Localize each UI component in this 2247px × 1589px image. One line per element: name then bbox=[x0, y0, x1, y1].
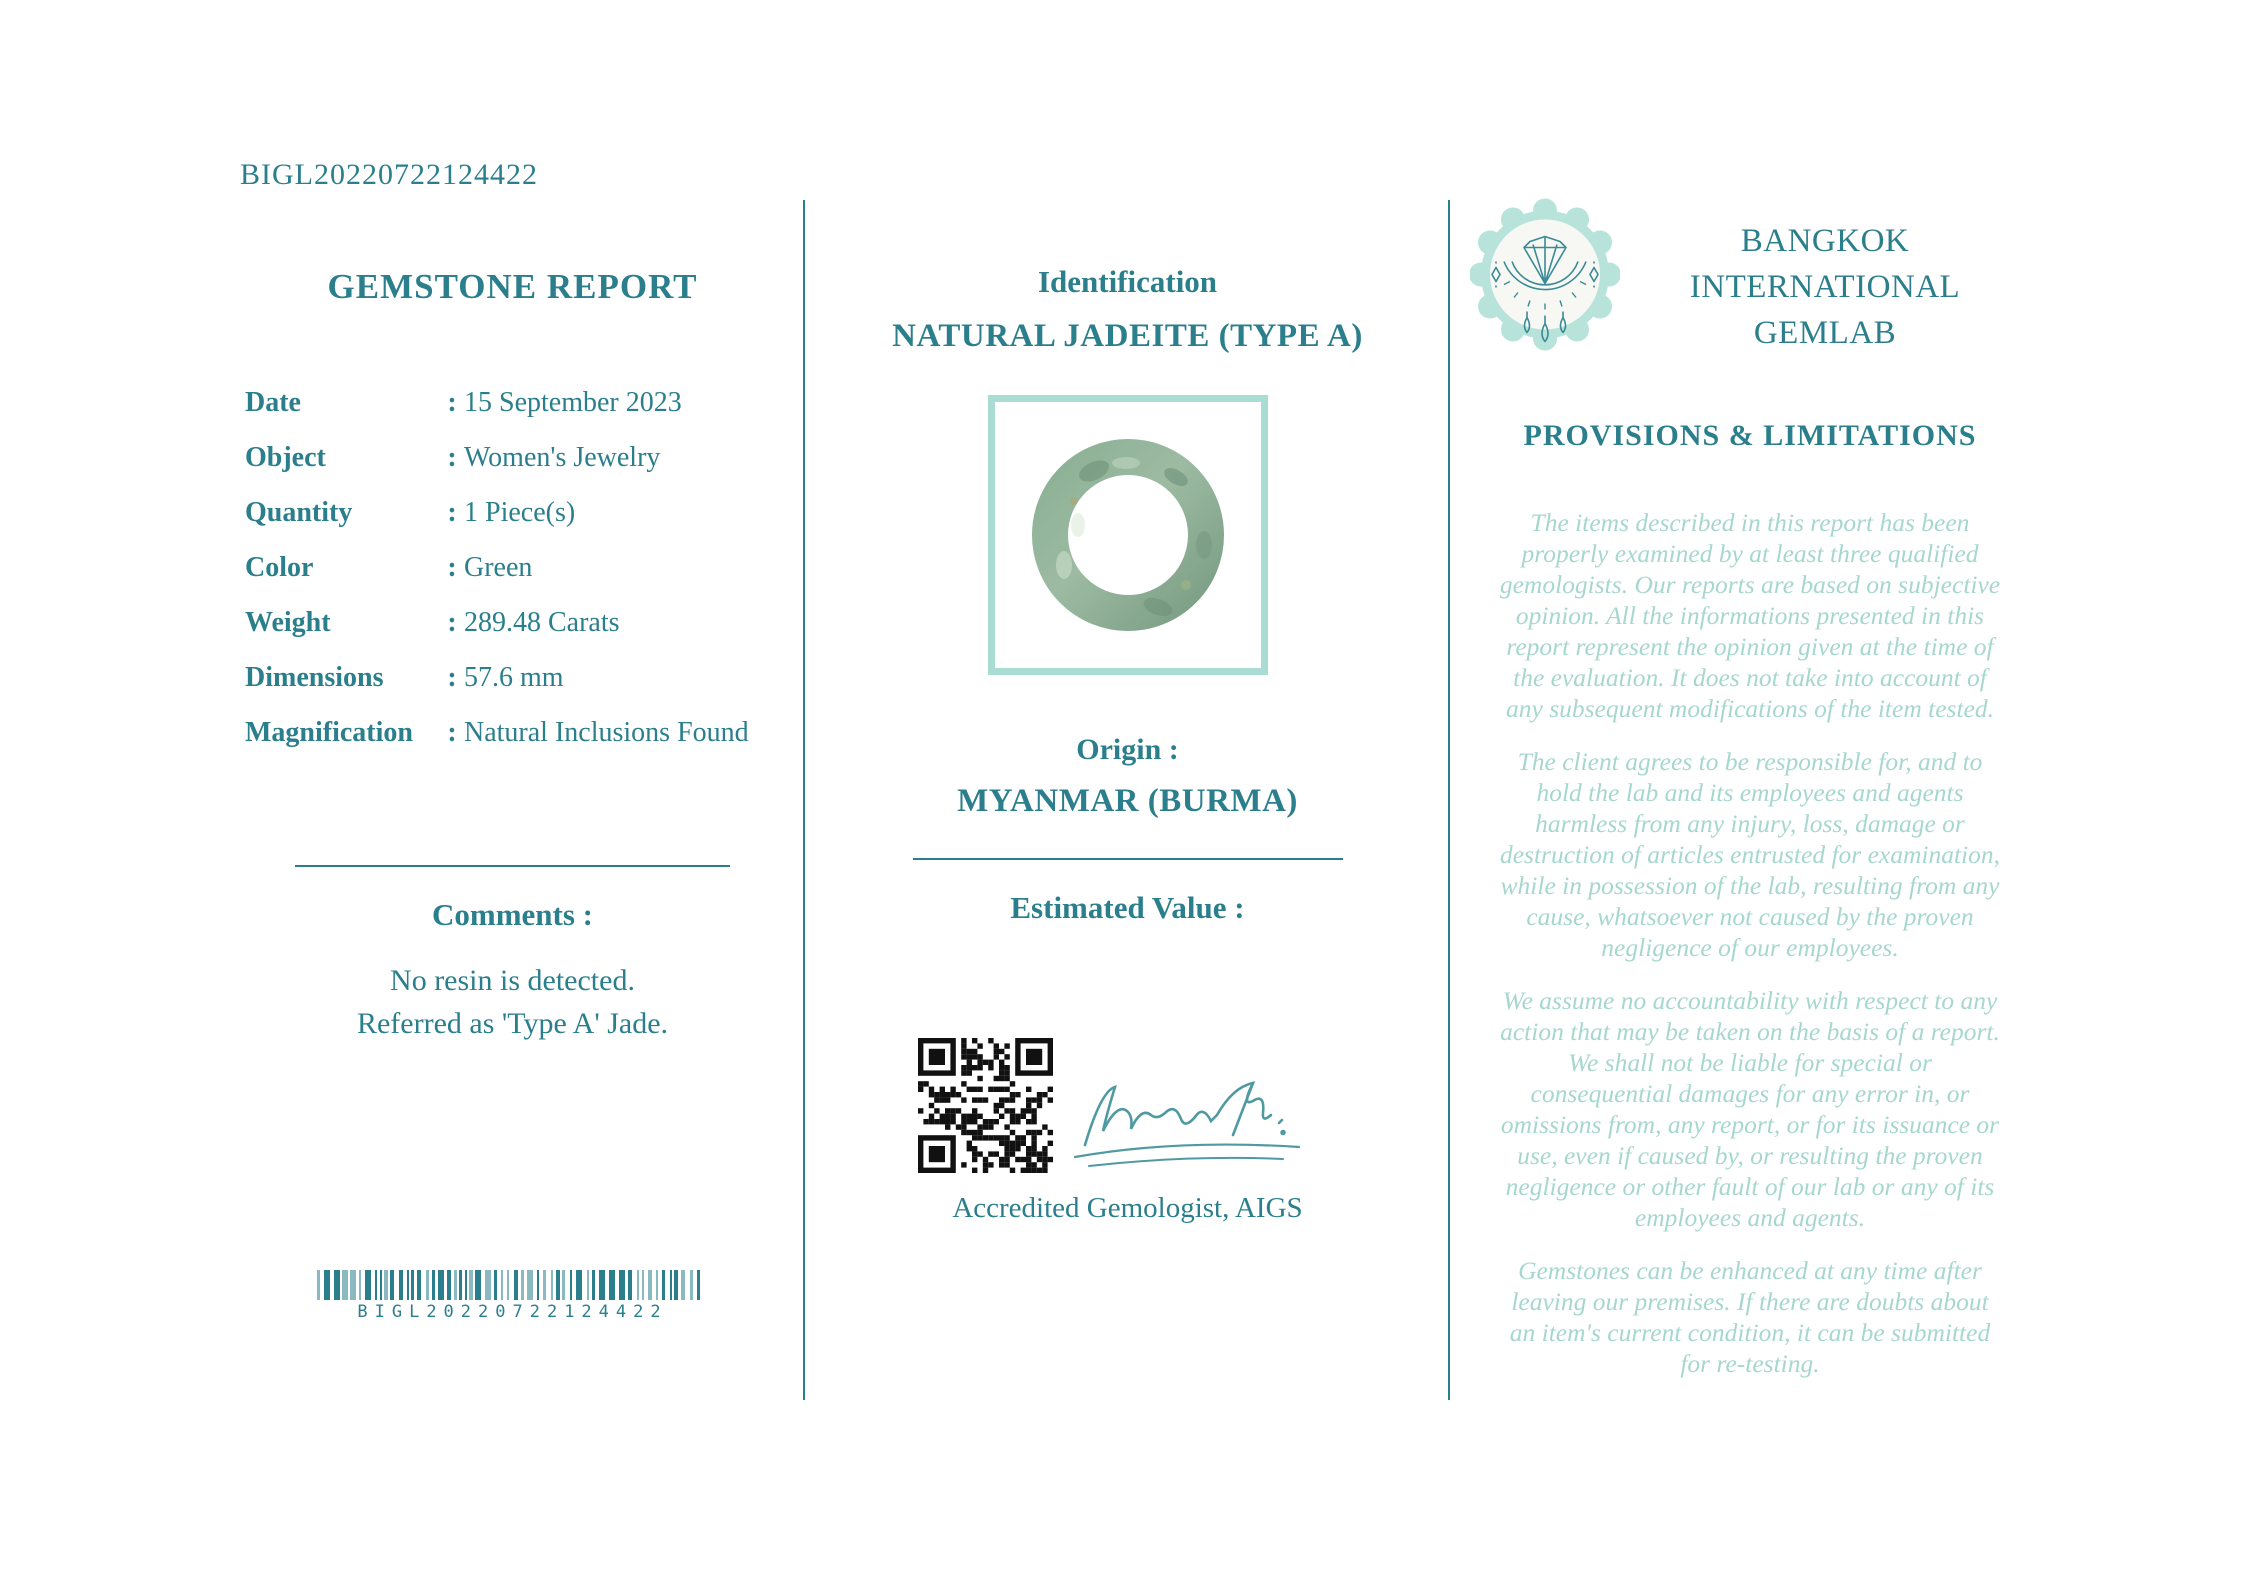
provision-paragraph: Gemstones can be enhanced at any time after leaving our premises. If there are doubts about an item's current condition, it can be submitted for re-testing. bbox=[1509, 1256, 1991, 1378]
field-separator: : bbox=[447, 442, 457, 473]
field-separator: : bbox=[447, 662, 457, 693]
field-value: 57.6 mm bbox=[464, 662, 564, 693]
field-value: 15 September 2023 bbox=[464, 387, 682, 418]
field-label: Quantity bbox=[245, 497, 353, 528]
comments-heading: Comments : bbox=[432, 897, 593, 932]
barcode bbox=[315, 1270, 710, 1322]
provisions-heading: PROVISIONS & LIMITATIONS bbox=[1523, 419, 1977, 452]
identification-section bbox=[810, 250, 1445, 1225]
gem-photo-frame bbox=[988, 395, 1268, 675]
barcode-text: BIGL20220722124422 bbox=[357, 1301, 668, 1322]
identification-value: NATURAL JADEITE (TYPE A) bbox=[892, 318, 1363, 354]
report-title: GEMSTONE REPORT bbox=[327, 267, 698, 306]
provision-paragraph: The items described in this report has been properly examined by at least three qualified gemologists. Our reports are based on subjective opinion. All the informations presented in this report represent the opinion given at the time of the evaluation. It does not take into account of any subsequent modifications of the item tested. bbox=[1499, 508, 2001, 723]
signatory-title: Accredited Gemologist, AIGS bbox=[952, 1192, 1303, 1224]
lab-provisions-section bbox=[1470, 192, 2030, 1401]
estimated-value-divider bbox=[913, 858, 1343, 860]
lab-logo-icon bbox=[1470, 192, 1620, 357]
field-separator: : bbox=[447, 717, 457, 748]
origin-label: Origin : bbox=[1076, 733, 1179, 766]
field-separator: : bbox=[447, 387, 457, 418]
field-label: Color bbox=[245, 552, 314, 583]
field-value: Women's Jewelry bbox=[464, 442, 661, 473]
field-label: Weight bbox=[245, 607, 331, 638]
provision-paragraph: The client agrees to be responsible for, and to hold the lab and its employees and agents harmless from any injury, loss, damage or destruction of articles entrusted for examination, while in possession of the lab, resulting from any cause, whatsoever not caused by the proven negligence of our employees. bbox=[1499, 747, 2001, 962]
column-divider-left bbox=[803, 200, 805, 1400]
field-value: 289.48 Carats bbox=[464, 607, 620, 638]
field-label: Dimensions bbox=[245, 662, 384, 693]
field-separator: : bbox=[447, 607, 457, 638]
qr-code bbox=[918, 1038, 1053, 1173]
field-value: 1 Piece(s) bbox=[464, 497, 576, 528]
comment-line: Referred as 'Type A' Jade. bbox=[356, 1006, 669, 1040]
report-details-section bbox=[225, 255, 800, 1322]
origin-value: MYANMAR (BURMA) bbox=[957, 783, 1298, 819]
field-separator: : bbox=[447, 497, 457, 528]
details-table bbox=[245, 387, 800, 749]
estimated-value-label: Estimated Value : bbox=[1010, 890, 1245, 925]
lab-name: BANGKOK INTERNATIONAL GEMLAB bbox=[1689, 223, 1961, 351]
lab-header bbox=[1470, 192, 2030, 357]
provisions-text bbox=[1498, 507, 2003, 1379]
provision-paragraph: We assume no accountability with respect to any action that may be taken on the basis of a report. We shall not be liable for special or consequential damages for any error in, or omissions from, any report, or for its issuance or use, even if caused by, or resulting the proven negligence or other fault of our lab or any of its employees and agents. bbox=[1500, 986, 2000, 1232]
field-label: Magnification bbox=[245, 717, 413, 748]
identification-label: Identification bbox=[1037, 264, 1218, 299]
jade-bangle-photo bbox=[1008, 415, 1248, 655]
field-value: Natural Inclusions Found bbox=[464, 717, 749, 748]
comment-line: No resin is detected. bbox=[390, 963, 635, 997]
gemologist-signature bbox=[1057, 1073, 1337, 1173]
field-value: Green bbox=[464, 552, 533, 583]
report-number: BIGL20220722124422 bbox=[240, 158, 538, 191]
field-separator: : bbox=[447, 552, 457, 583]
comments-divider bbox=[295, 865, 730, 867]
field-label: Object bbox=[245, 442, 326, 473]
column-divider-right bbox=[1448, 200, 1450, 1400]
field-label: Date bbox=[245, 387, 301, 418]
barcode-bars bbox=[315, 1270, 710, 1300]
